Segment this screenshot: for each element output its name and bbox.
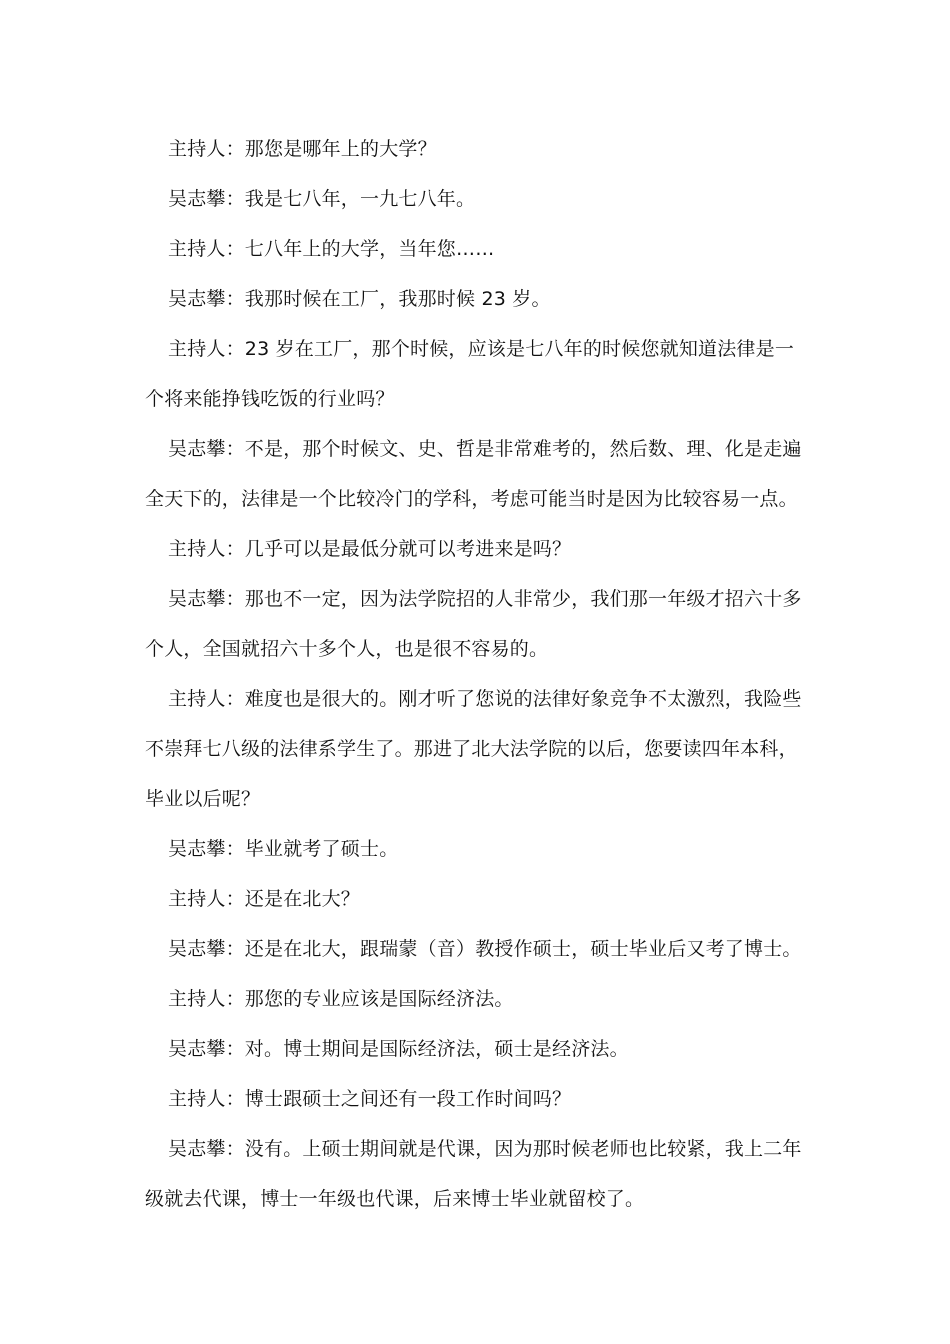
- transcript-paragraph: 主持人：23 岁在工厂，那个时候，应该是七八年的时候您就知道法律是一个将来能挣钱吃饭的行业吗？: [145, 338, 795, 410]
- transcript-paragraph: 吴志攀：那也不一定，因为法学院招的人非常少，我们那一年级才招六十多个人，全国就招六十多个人，也是很不容易的。: [145, 588, 802, 660]
- transcript-paragraph: 主持人：七八年上的大学，当年您……: [168, 238, 495, 260]
- transcript-paragraph: 吴志攀：没有。上硕士期间就是代课，因为那时候老师也比较紧，我上二年级就去代课，博士一年级也代课，后来博士毕业就留校了。: [145, 1138, 802, 1210]
- transcript-paragraph: 吴志攀：对。博士期间是国际经济法，硕士是经济法。: [168, 1038, 629, 1060]
- transcript-paragraph: 主持人：博士跟硕士之间还有一段工作时间吗？: [168, 1088, 572, 1110]
- transcript-paragraph: 主持人：难度也是很大的。刚才听了您说的法律好象竞争不太激烈，我险些不崇拜七八级的法律系学生了。那进了北大法学院的以后，您要读四年本科，毕业以后呢？: [145, 688, 802, 810]
- interview-transcript: [145, 124, 803, 1224]
- transcript-paragraph: 吴志攀：毕业就考了硕士。: [168, 838, 399, 860]
- transcript-paragraph: 吴志攀：不是，那个时候文、史、哲是非常难考的，然后数、理、化是走遍全天下的，法律是一个比较冷门的学科，考虑可能当时是因为比较容易一点。: [145, 438, 802, 510]
- transcript-paragraph: 吴志攀：我那时候在工厂，我那时候 23 岁。: [168, 288, 551, 310]
- transcript-paragraph: 主持人：几乎可以是最低分就可以考进来是吗？: [168, 538, 572, 560]
- transcript-paragraph: 主持人：那您是哪年上的大学？: [168, 138, 437, 160]
- transcript-paragraph: 主持人：那您的专业应该是国际经济法。: [168, 988, 514, 1010]
- transcript-paragraph: 吴志攀：还是在北大，跟瑞蒙（音）教授作硕士，硕士毕业后又考了博士。: [168, 938, 802, 960]
- transcript-paragraph: 吴志攀：我是七八年，一九七八年。: [168, 188, 476, 210]
- transcript-paragraph: 主持人：还是在北大？: [168, 888, 361, 910]
